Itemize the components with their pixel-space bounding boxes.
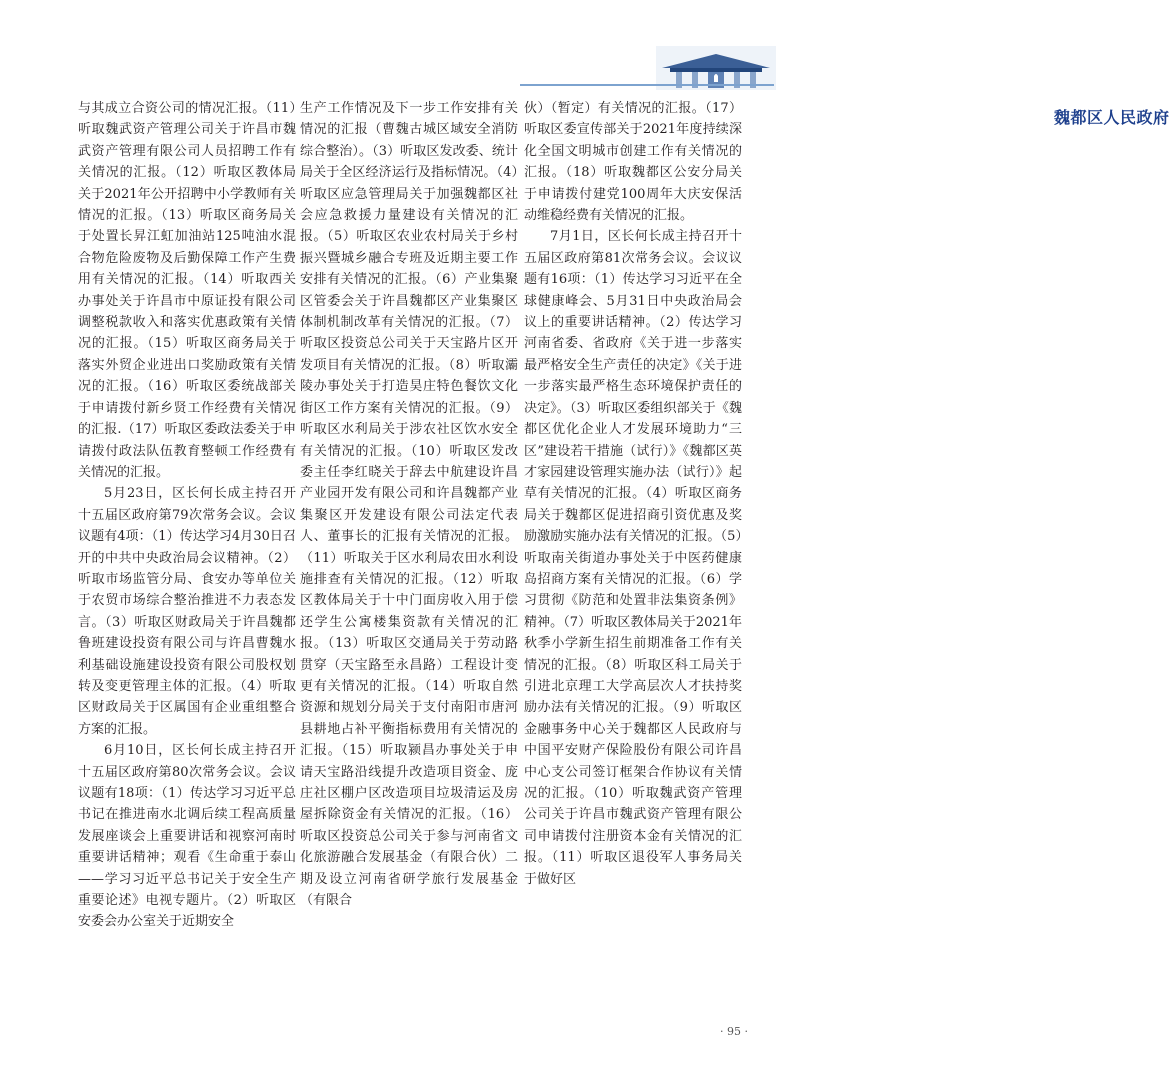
- paragraph: 7月1日，区长何长成主持召开十五届区政府第81次常务会议。会议议题有16项：（1）传达学习习近平在全球健康峰会、5月31日中央政治局会议上的重要讲话精神。（2）传达学习河南省委、省政府《关于进一步落实最严格安全生产责任的决定》《关于进一步落实最严格生态环境保护责任的决定》。（3）听取区委组织部关于《魏都区优化企业人才发展环境助力“三区”建设若干措施（试行）》《魏都区英才家园建设管理实施办法（试行）》起草有关情况的汇报。（4）听取区商务局关于魏都区促进招商引资优惠及奖励激励实施办法有关情况的汇报。（5）听取南关街道办事处关于中医药健康岛招商方案有关情况的汇报。（6）学习贯彻《防范和处置非法集资条例》精神。（7）听取区教体局关于2021年秋季小学新生招生前期准备工作有关情况的汇报。（8）听取区科工局关于引进北京理工大学高层次人才扶持奖励办法有关情况的汇报。（9）听取区金融事务中心关于魏都区人民政府与中国平安财产保险股份有限公司许昌中心支公司签订框架合作协议有关情况的汇报。（10）听取魏武资产管理公司关于许昌市魏武资产管理有限公司申请拨付注册资本金有关情况的汇报。（11）听取区退役军人事务局关于做好区: [524, 229, 742, 887]
- header-divider: [520, 84, 774, 86]
- text-column-1: [78, 98, 296, 933]
- paragraph: 生产工作情况及下一步工作安排有关情况的汇报（曹魏古城区域安全消防综合整治）。（3）听取区发改委、统计局关于全区经济运行及指标情况。（4）听取区应急管理局关于加强魏都区社会应急救援力量建设有关情况的汇报。（5）听取区农业农村局关于乡村振兴暨城乡融合专班及近期主要工作安排有关情况的汇报。（6）产业集聚区管委会关于许昌魏都区产业集聚区体制机制改革有关情况的汇报。（7）听取区投资总公司关于天宝路片区开发项目有关情况的汇报。（8）听取灞陵办事处关于打造昊庄特色餐饮文化街区工作方案有关情况的汇报。（9）听取区水利局关于涉农社区饮水安全有关情况的汇报。（10）听取区发改委主任李红晓关于辞去中航建设许昌产业园开发有限公司和许昌魏都产业集聚区开发建设有限公司法定代表人、董事长的汇报有关情况的汇报。（11）听取关于区水利局农田水利设施排查有关情况的汇报。（12）听取区教体局关于十中门面房收入用于偿还学生公寓楼集资款有关情况的汇报。（13）听取区交通局关于劳动路贯穿（天宝路至永昌路）工程设计变更有关情况的汇报。（14）听取自然资源和规划分局关于支付南阳市唐河县耕地占补平衡指标费用有关情况的汇报。（15）听取颍昌办事处关于申请天宝路沿线提升改造项目资金、庞庄社区棚户区改造项目垃圾清运及房屋拆除资金有关情况的汇报。（16）听取区投资总公司关于参与河南省文化旅游融合发展基金（有限合伙）二期及设立河南省研学旅行发展基金（有限合: [300, 101, 518, 909]
- paragraph: 6月10日，区长何长成主持召开十五届区政府第80次常务会议。会议议题有18项：（1）传达学习习近平总书记在推进南水北调后续工程高质量发展座谈会上重要讲话和视察河南时重要讲话精神；观看《生命重于泰山——学习习近平总书记关于安全生产重要论述》电视专题片。（2）听取区安委会办公室关于近期安全: [78, 743, 296, 930]
- paragraph: 伙）（暂定）有关情况的汇报。（17）听取区委宣传部关于2021年度持续深化全国文明城市创建工作有关情况的汇报。（18）听取魏都区公安分局关于申请拨付建党100周年大庆安保活动维稳经费有关情况的汇报。: [524, 101, 742, 224]
- paragraph: 与其成立合资公司的情况汇报。（11）听取魏武资产管理公司关于许昌市魏武资产管理有限公司人员招聘工作有关情况的汇报。（12）听取区教体局关于2021年公开招聘中小学教师有关情况的汇报。（13）听取区商务局关于处置长昇江虹加油站125吨油水混合物危险废物及后勤保障工作产生费用有关情况的汇报。（14）听取西关办事处关于许昌市中原证投有限公司调整税款收入和落实优惠政策有关情况的汇报。（15）听取区商务局关于落实外贸企业进出口奖励政策有关情况的汇报。（16）听取区委统战部关于申请拨付新乡贤工作经费有关情况的汇报.（17）听取区委政法委关于申请拨付政法队伍教育整顿工作经费有关情况的汇报。: [78, 101, 296, 480]
- page-number: · 95 ·: [720, 1025, 748, 1038]
- paragraph: 5月23日，区长何长成主持召开十五届区政府第79次常务会议。会议议题有4项：（1）传达学习4月30日召开的中共中央政治局会议精神。（2）听取市场监管分局、食安办等单位关于农贸市场综合整治推进不力表态发言。（3）听取区财政局关于许昌魏都鲁班建设投资有限公司与许昌曹魏水利基础设施建设投资有限公司股权划转及变更管理主体的汇报。（4）听取区财政局关于区属国有企业重组整合方案的汇报。: [78, 486, 296, 737]
- header-title: 魏都区人民政府: [1054, 108, 1170, 127]
- text-column-2: [300, 98, 518, 911]
- text-column-3: [524, 98, 742, 890]
